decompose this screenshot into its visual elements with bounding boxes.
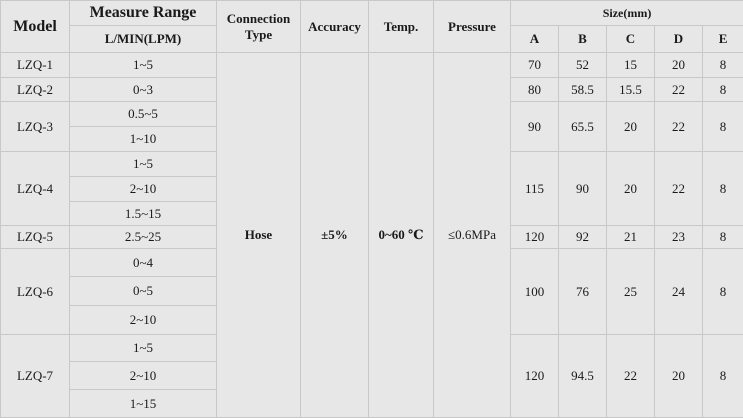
header-accuracy: Accuracy xyxy=(301,1,369,53)
range-cell: 0~4 xyxy=(70,249,217,277)
size-e-cell: 8 xyxy=(703,78,743,102)
size-a-cell: 120 xyxy=(511,335,559,418)
size-a-cell: 100 xyxy=(511,249,559,335)
temp-cell: 0~60 ℃ xyxy=(369,53,434,418)
size-c-cell: 25 xyxy=(607,249,655,335)
header-size-e: E xyxy=(703,26,743,53)
range-cell: 2~10 xyxy=(70,306,217,335)
size-a-cell: 90 xyxy=(511,102,559,152)
size-c-cell: 21 xyxy=(607,226,655,249)
connection-type-cell: Hose xyxy=(217,53,301,418)
header-connection-type xyxy=(217,1,301,53)
size-b-cell: 52 xyxy=(559,53,607,78)
size-a-cell: 120 xyxy=(511,226,559,249)
range-cell: 2.5~25 xyxy=(70,226,217,249)
size-e-cell: 8 xyxy=(703,102,743,152)
model-cell: LZQ-4 xyxy=(1,152,70,226)
header-pressure: Pressure xyxy=(434,1,511,53)
range-cell: 0.5~5 xyxy=(70,102,217,127)
size-d-cell: 23 xyxy=(655,226,703,249)
model-cell: LZQ-1 xyxy=(1,53,70,78)
size-d-cell: 22 xyxy=(655,102,703,152)
range-cell: 1~10 xyxy=(70,127,217,152)
size-b-cell: 65.5 xyxy=(559,102,607,152)
size-a-cell: 80 xyxy=(511,78,559,102)
header-model: Model xyxy=(1,1,70,53)
size-c-cell: 15.5 xyxy=(607,78,655,102)
size-e-cell: 8 xyxy=(703,335,743,418)
range-cell: 2~10 xyxy=(70,177,217,202)
range-cell: 1~5 xyxy=(70,335,217,362)
header-measure-unit: L/MIN(LPM) xyxy=(70,26,217,53)
size-b-cell: 76 xyxy=(559,249,607,335)
range-cell: 1~5 xyxy=(70,53,217,78)
size-d-cell: 22 xyxy=(655,78,703,102)
size-c-cell: 15 xyxy=(607,53,655,78)
size-b-cell: 90 xyxy=(559,152,607,226)
header-size-a: A xyxy=(511,26,559,53)
header-size-b: B xyxy=(559,26,607,53)
size-e-cell: 8 xyxy=(703,249,743,335)
range-cell: 0~3 xyxy=(70,78,217,102)
size-d-cell: 22 xyxy=(655,152,703,226)
header-connection-line1: Connection xyxy=(227,11,291,26)
range-cell: 1~15 xyxy=(70,390,217,418)
range-cell: 0~5 xyxy=(70,277,217,306)
table-row xyxy=(1,53,743,78)
model-cell: LZQ-3 xyxy=(1,102,70,152)
size-c-cell: 20 xyxy=(607,152,655,226)
pressure-cell: ≤0.6MPa xyxy=(434,53,511,418)
size-d-cell: 20 xyxy=(655,335,703,418)
header-size: Size(mm) xyxy=(511,1,743,26)
size-e-cell: 8 xyxy=(703,152,743,226)
size-a-cell: 70 xyxy=(511,53,559,78)
range-cell: 1.5~15 xyxy=(70,202,217,226)
spec-table-body xyxy=(1,53,743,418)
model-cell: LZQ-2 xyxy=(1,78,70,102)
model-cell: LZQ-7 xyxy=(1,335,70,418)
header-connection-line2: Type xyxy=(245,27,272,42)
size-d-cell: 20 xyxy=(655,53,703,78)
header-temp: Temp. xyxy=(369,1,434,53)
size-c-cell: 22 xyxy=(607,335,655,418)
size-b-cell: 94.5 xyxy=(559,335,607,418)
size-b-cell: 92 xyxy=(559,226,607,249)
model-cell: LZQ-6 xyxy=(1,249,70,335)
range-cell: 1~5 xyxy=(70,152,217,177)
header-measure-range: Measure Range xyxy=(70,1,217,26)
accuracy-cell: ±5% xyxy=(301,53,369,418)
header-size-d: D xyxy=(655,26,703,53)
size-b-cell: 58.5 xyxy=(559,78,607,102)
size-e-cell: 8 xyxy=(703,53,743,78)
size-a-cell: 115 xyxy=(511,152,559,226)
model-cell: LZQ-5 xyxy=(1,226,70,249)
range-cell: 2~10 xyxy=(70,362,217,390)
size-c-cell: 20 xyxy=(607,102,655,152)
size-e-cell: 8 xyxy=(703,226,743,249)
size-d-cell: 24 xyxy=(655,249,703,335)
header-size-c: C xyxy=(607,26,655,53)
